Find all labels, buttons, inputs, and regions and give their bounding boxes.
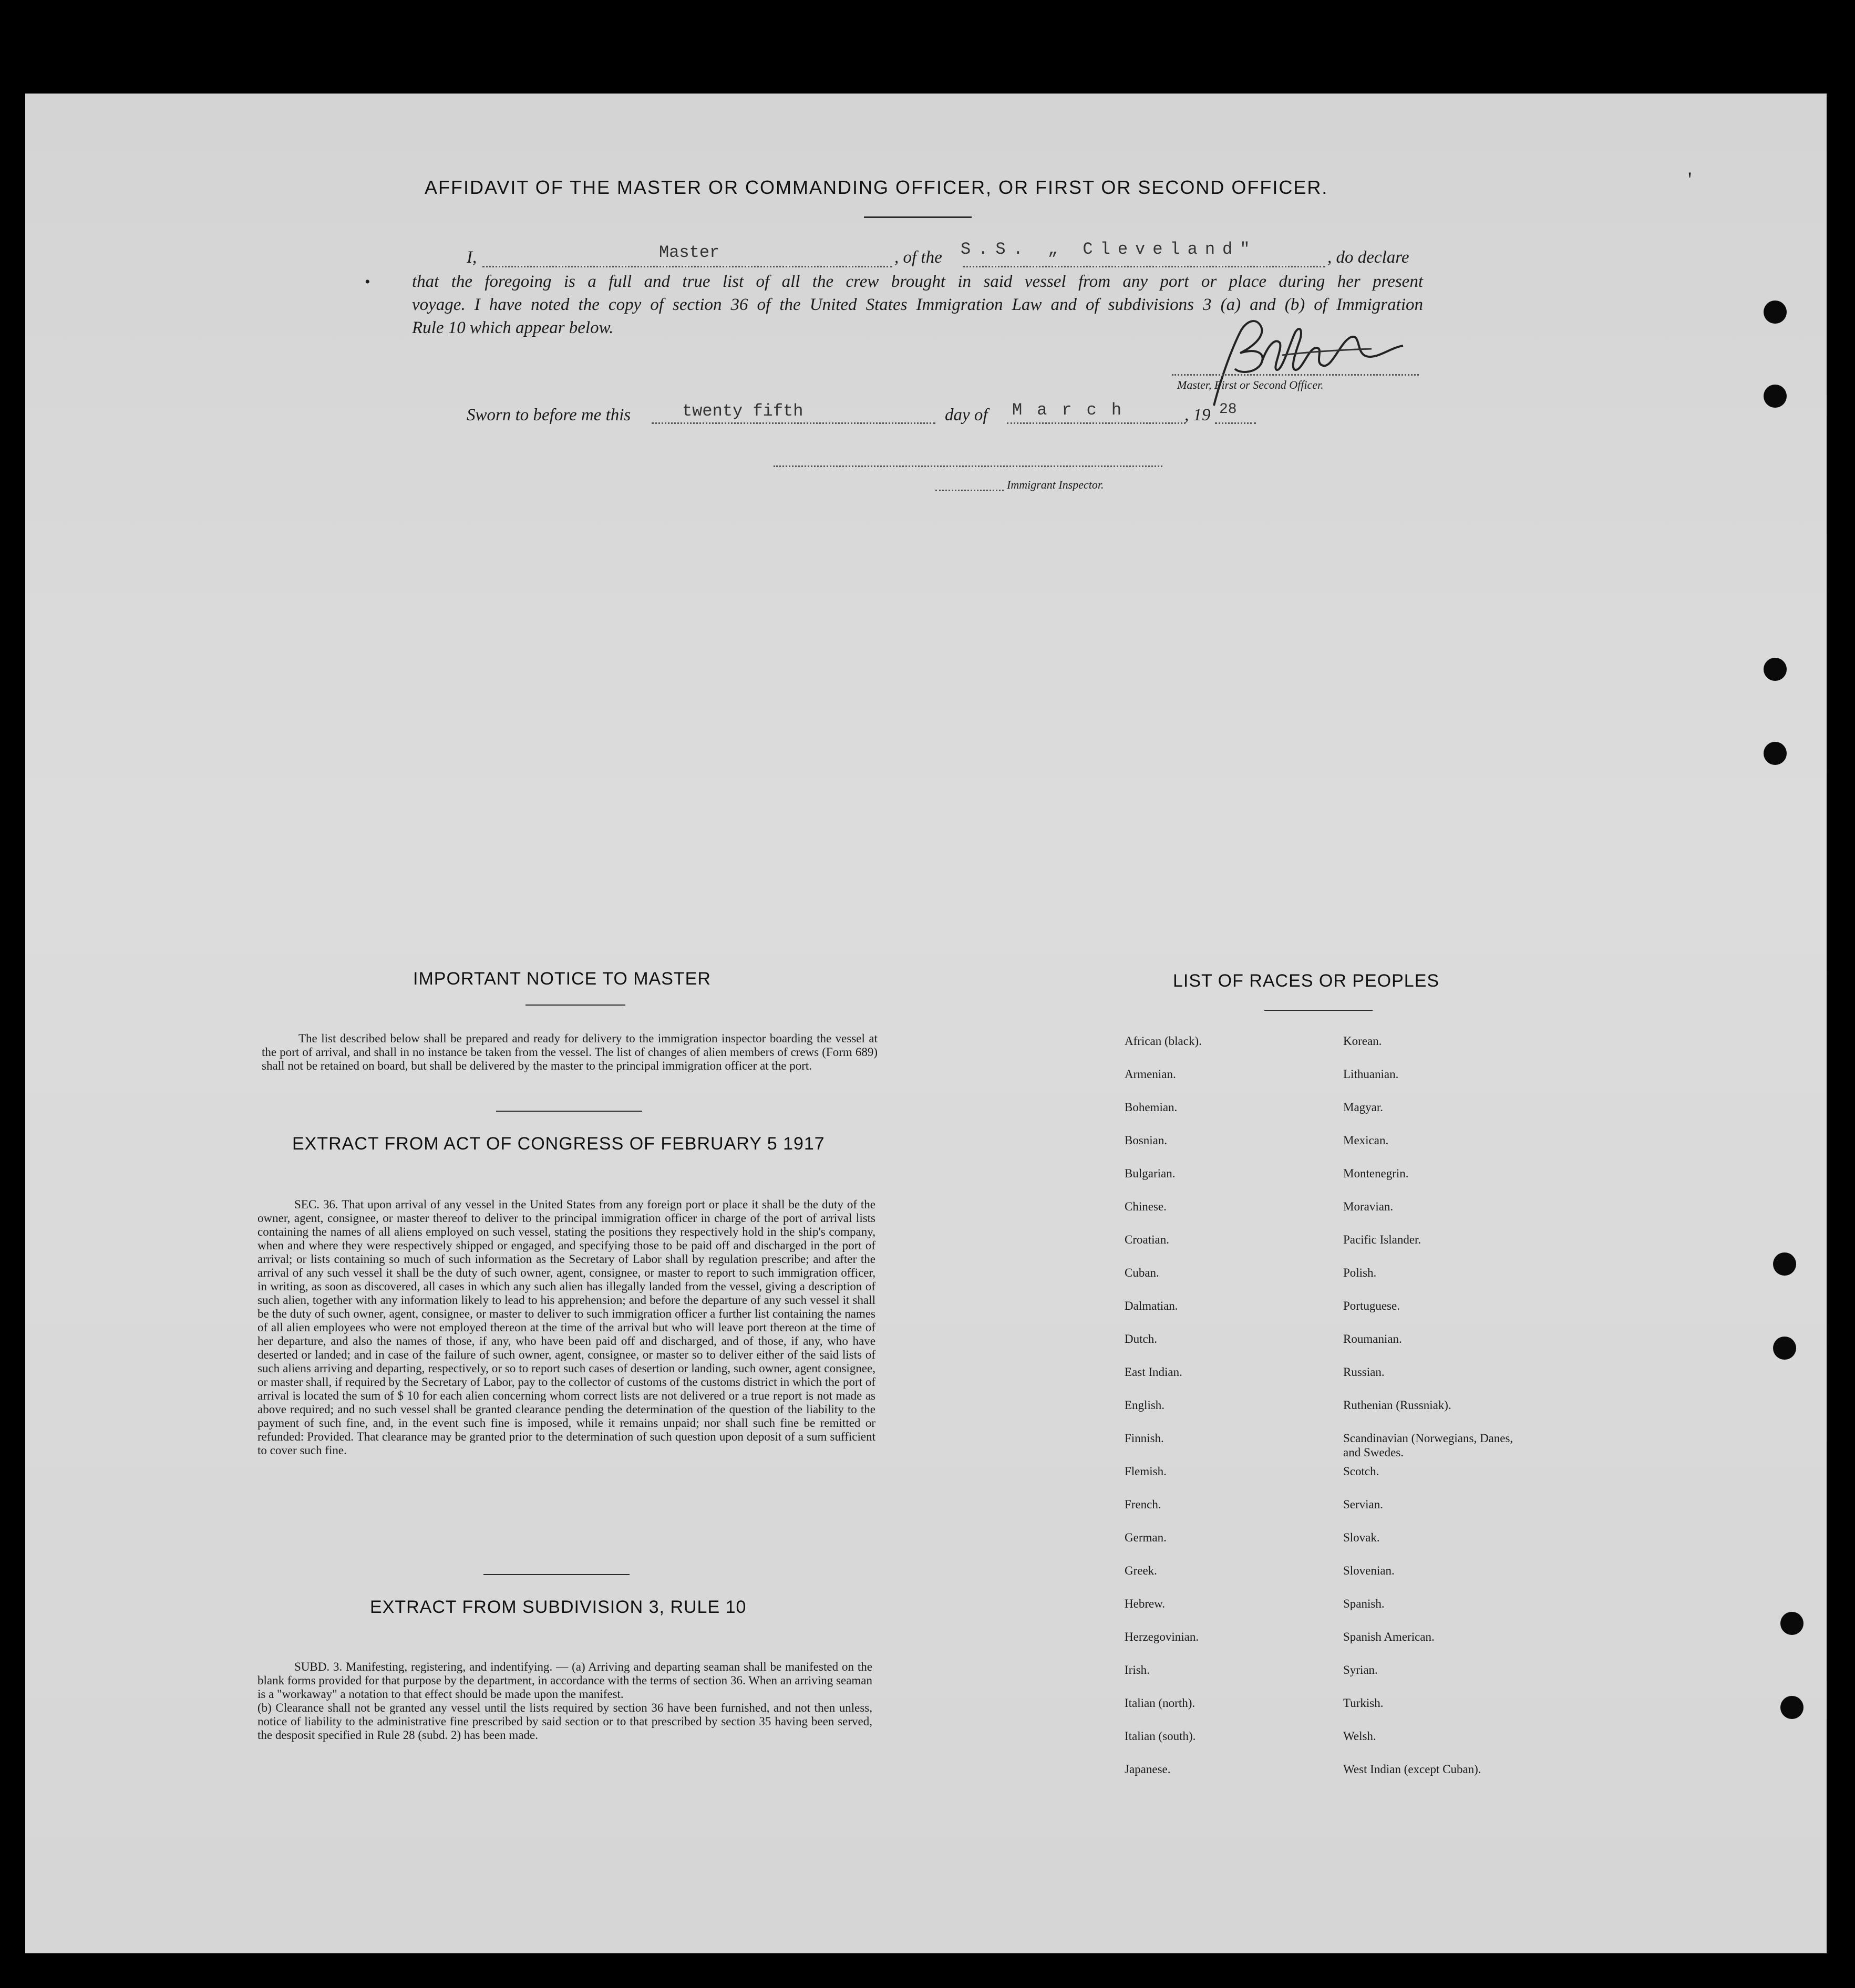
race-item: Chinese. xyxy=(1125,1200,1167,1213)
notice-text: The list described below shall be prepared and ready for delivery to the immigration inspector boarding the vessel at the port of arrival, and shall in no instance be taken from the vessel. The list of changes of alien members of crews (Form 689) shall not be retained on board, but shall be delivered by the master to the principal immigration officer at the port. xyxy=(262,1032,878,1072)
race-item: Scandinavian (Norwegians, Danes, and Swedes. xyxy=(1343,1432,1513,1459)
races-title: LIST OF RACES OR PEOPLES xyxy=(1173,971,1440,991)
race-item: French. xyxy=(1125,1498,1161,1511)
affidavit-line-1 xyxy=(467,248,477,267)
signature-image xyxy=(1182,311,1429,411)
notice-paragraph xyxy=(262,1032,878,1073)
race-item: Magyar. xyxy=(1343,1101,1384,1114)
race-item: Finnish. xyxy=(1125,1432,1164,1445)
inspector-line-2 xyxy=(935,490,1004,491)
race-item: Dalmatian. xyxy=(1125,1299,1178,1312)
extract-rule-title: EXTRACT FROM SUBDIVISION 3, RULE 10 xyxy=(370,1597,747,1617)
extract-rule-paragraph xyxy=(257,1660,872,1742)
notice-title: IMPORTANT NOTICE TO MASTER xyxy=(413,969,711,989)
race-item: Scotch. xyxy=(1343,1465,1379,1478)
race-item: African (black). xyxy=(1125,1034,1202,1048)
race-item: Bosnian. xyxy=(1125,1134,1168,1147)
race-item: Bohemian. xyxy=(1125,1101,1178,1114)
race-item: Lithuanian. xyxy=(1343,1068,1399,1081)
race-item: Herzegovinian. xyxy=(1125,1630,1199,1643)
binder-hole xyxy=(1764,385,1787,408)
races-right-column xyxy=(1343,1034,1564,1780)
race-item: Portuguese. xyxy=(1343,1299,1400,1312)
race-item: Irish. xyxy=(1125,1663,1150,1676)
race-item: West Indian (except Cuban). xyxy=(1343,1763,1481,1776)
race-item: Japanese. xyxy=(1125,1763,1171,1776)
signature-caption: Master, First or Second Officer. xyxy=(1177,378,1324,391)
sworn-day-line xyxy=(652,422,935,424)
inspector-caption: Immigrant Inspector. xyxy=(1007,478,1104,491)
race-item: Hebrew. xyxy=(1125,1597,1166,1610)
do-declare-text: , do declare xyxy=(1327,248,1409,267)
race-item: Syrian. xyxy=(1343,1663,1378,1676)
vessel-name-field: S.S. „ Cleveland" xyxy=(961,240,1258,259)
races-title-rule xyxy=(1264,1010,1373,1011)
year-line xyxy=(1215,422,1256,424)
race-item: Korean. xyxy=(1343,1034,1382,1048)
race-item: Russian. xyxy=(1343,1365,1385,1379)
binder-hole xyxy=(1773,1337,1796,1360)
race-item: Roumanian. xyxy=(1343,1332,1402,1345)
of-the-text: , of the xyxy=(894,248,942,267)
race-item: Dutch. xyxy=(1125,1332,1157,1345)
race-item: Croatian. xyxy=(1125,1233,1169,1246)
extract-act-text: SEC. 36. That upon arrival of any vessel in the United States from any foreign port or place it shall be the duty of the owner, agent, consignee, or master thereof to deliver to the principal immigration officer in charge of the port of arrival lists containing the names of all aliens employed on such vessel, stating the positions they respectively hold in the ship's company, when and where they were respectively shipped or engaged, and specifying those to be paid off and discharged in the port of arrival; or lists containing so much of such information as the Secretary of Labor shall by regulation prescribe; and after the arrival of any such vessel it shall be the duty of such owner, agent, consignee, or master to report to such immigration officer, in writing, as soon as discovered, all cases in which any such alien has illegally landed from the vessel, giving a description of such alien, together with any information likely to lead to his apprehension; and before the departure of any such vessel it shall be the duty of such owner, agent, consignee, or master to deliver to such immigration officer a further list containing the names of all alien employees who were not employed thereon at the time of the arrival but who will leave port thereon at the time of her departure, and also the names of those, if any, who have been paid off and discharged, and of those, if any, who have deserted or landed; and in case of the failure of such owner, agent, consignee, or master so to deliver either of the said lists of such aliens arriving and departing, respectively, or so to report such cases of desertion or landing, such owner, agent consignee, or master shall, if required by the Secretary of Labor, pay to the collector of customs of the customs district in which the port of arrival is located the sum of $ 10 for each alien concerning whom correct lists are not delivered or a true report is not made as above required; and no such vessel shall be granted clearance pending the determination of the question of the liability to the payment of such fine, and, in the event such fine is imposed, while it remains unpaid; nor shall such fine be remitted or refunded: Provided. That clearance may be granted prior to the determination of such question upon deposit of a sum sufficient to cover such fine. xyxy=(257,1198,875,1457)
race-item: Polish. xyxy=(1343,1266,1377,1279)
race-item: Welsh. xyxy=(1343,1730,1376,1743)
race-item: Mexican. xyxy=(1343,1134,1389,1147)
officer-rank-field: Master xyxy=(659,243,720,262)
race-item: Servian. xyxy=(1343,1498,1384,1511)
race-item: Italian (south). xyxy=(1125,1730,1196,1743)
race-item: Greek. xyxy=(1125,1564,1157,1577)
corner-mark: ' xyxy=(1688,168,1692,191)
sworn-month-field: March xyxy=(1012,400,1137,420)
extract-rule-subd-a: SUBD. 3. Manifesting, registering, and indentifying. — (a) Arriving and departing seaman shall be manifested on the blank forms provided for that purpose by the department, in accordance with the terms of section 36. When an arriving seaman is a "workaway" a notation to that effect should be made upon the manifest. xyxy=(257,1660,872,1701)
extract-act-paragraph xyxy=(257,1198,875,1457)
binder-hole xyxy=(1764,742,1787,765)
notice-divider xyxy=(496,1111,642,1112)
extract-act-title: EXTRACT FROM ACT OF CONGRESS OF FEBRUARY 5 1917 xyxy=(292,1134,825,1154)
affidavit-title-rule xyxy=(864,216,972,218)
race-item: Flemish. xyxy=(1125,1465,1167,1478)
race-item: Slovak. xyxy=(1343,1531,1380,1544)
notice-title-rule xyxy=(525,1005,625,1006)
race-item: German. xyxy=(1125,1531,1167,1544)
race-item: Armenian. xyxy=(1125,1068,1176,1081)
race-item: Bulgarian. xyxy=(1125,1167,1176,1180)
margin-mark: • xyxy=(365,273,370,291)
race-item: East Indian. xyxy=(1125,1365,1182,1379)
race-item: Spanish American. xyxy=(1343,1630,1435,1643)
race-item: Italian (north). xyxy=(1125,1696,1196,1710)
race-item: Moravian. xyxy=(1343,1200,1394,1213)
sworn-text: Sworn to before me this xyxy=(467,406,631,424)
binder-hole xyxy=(1780,1696,1804,1719)
affidavit-i: I, xyxy=(467,248,477,267)
affidavit-line-4: Rule 10 which appear below. xyxy=(412,318,614,337)
extract-act-divider xyxy=(483,1574,630,1575)
affidavit-line-3: voyage. I have noted the copy of section 36 of the United States Immigration Law and of subdivisions 3 (a) and (b) of Immigration xyxy=(412,295,1423,314)
race-item: Ruthenian (Russniak). xyxy=(1343,1399,1451,1412)
extract-rule-subd-b: (b) Clearance shall not be granted any vessel until the lists required by section 36 have been furnished, and not then unless, notice of liability to the administrative fine prescribed by said section or to that prescribed by section 35 having been served, the desposit specified in Rule 28 (subd. 2) has been made. xyxy=(257,1701,872,1742)
binder-hole xyxy=(1764,658,1787,681)
inspector-line-1 xyxy=(774,465,1162,467)
race-item: English. xyxy=(1125,1399,1165,1412)
race-item: Turkish. xyxy=(1343,1696,1384,1710)
day-of-text: day of xyxy=(945,406,988,424)
sworn-day-field: twenty fifth xyxy=(682,401,803,421)
race-item: Montenegrin. xyxy=(1343,1167,1409,1180)
signature-line xyxy=(1172,374,1419,376)
races-left-column xyxy=(1125,1034,1335,1780)
affidavit-title: AFFIDAVIT OF THE MASTER OR COMMANDING OFFICER, OR FIRST OR SECOND OFFICER. xyxy=(425,177,1328,198)
binder-hole xyxy=(1773,1252,1796,1276)
binder-hole xyxy=(1780,1612,1804,1635)
race-item: Spanish. xyxy=(1343,1597,1385,1610)
race-item: Pacific Islander. xyxy=(1343,1233,1421,1246)
year-suffix-field: 28 xyxy=(1219,401,1237,418)
vessel-fill-line xyxy=(963,266,1325,267)
month-line xyxy=(1007,422,1186,424)
race-item: Slovenian. xyxy=(1343,1564,1395,1577)
affidavit-line-2: that the foregoing is a full and true list of all the crew brought in said vessel from any port or place during her present xyxy=(412,272,1423,291)
year-prefix: , 19 xyxy=(1184,406,1211,424)
binder-hole xyxy=(1764,301,1787,324)
race-item: Cuban. xyxy=(1125,1266,1159,1279)
rank-fill-line xyxy=(482,266,892,267)
